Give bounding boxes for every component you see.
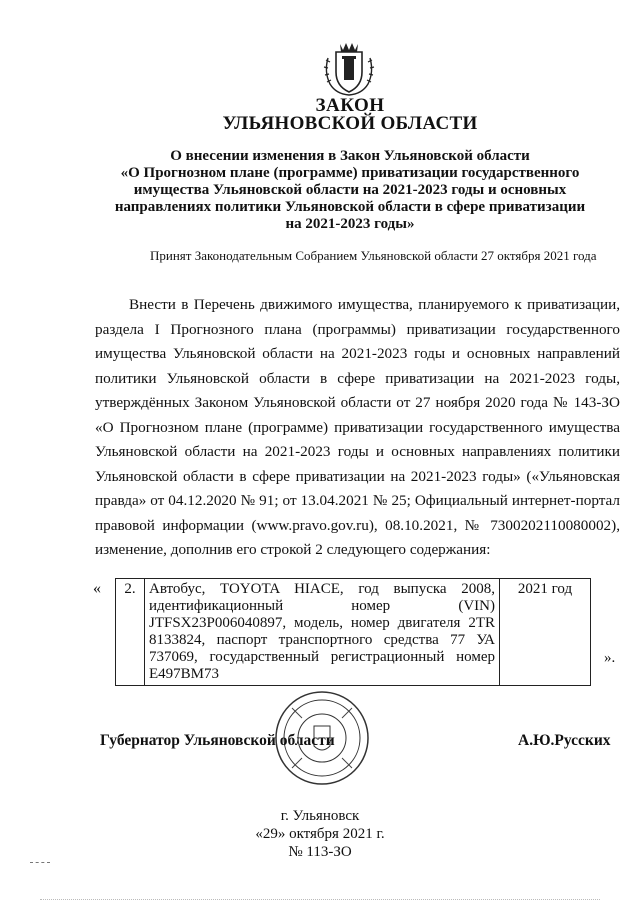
governor-title: Губернатор Ульяновской области [100, 732, 335, 749]
region-title: УЛЬЯНОВСКОЙ ОБЛАСТИ [222, 113, 478, 134]
law-number: № 113-ЗО [288, 844, 352, 860]
subject-line: на 2021-2023 годы» [285, 216, 415, 232]
city: г. Ульяновск [280, 808, 360, 824]
table-row [116, 579, 591, 686]
law-date: «29» октября 2021 г. [255, 826, 385, 842]
subject-line: направлениях политики Ульяновской области в сфере приватизации [114, 199, 586, 215]
subject-line: «О Прогнозном плане (программе) приватизации государственного [120, 165, 580, 181]
body-paragraph [95, 293, 620, 563]
row-number: 2. [116, 579, 145, 686]
adoption-note: Принят Законодательным Собранием Ульяновской области 27 октября 2021 года [150, 248, 597, 263]
open-quote: « [93, 580, 101, 597]
row-description: Автобус, TOYOTA HIACE, год выпуска 2008, идентификационный номер (VIN) JTFSX23P006040897, модель, номер двигателя 2TR 8133824, паспорт транспортного средства 77 УА 737069, государственный регистрационный номер Е497ВМ73 [145, 579, 500, 686]
body-paragraph-text: Внести в Перечень движимого имущества, планируемого к приватизации, раздела I Прогнозного плана (программы) приватизации государственного имущества Ульяновской области на 2021-2023 годы и основных направлений политики Ульяновской области в сфере приватизации на 2021-2023 годы, утверждённых Законом Ульяновской области от 27 ноября 2020 года № 143-ЗО «О Прогнозном плане (программе) приватизации государственного имущества Ульяновской области на 2021-2023 годы и основных направлениях политики Ульяновской области в сфере приватизации на 2021-2023 годы» («Ульяновская правда» от 04.12.2020 № 91; от 13.04.2021 № 25; Официальный интернет-портал правовой информации (www.pravo.gov.ru), 08.10.2021, № 7300202110080002), изменение, дополнив его строкой 2 следующего содержания: [95, 296, 620, 558]
document-type-title: ЗАКОН [315, 95, 385, 116]
subject-line: О внесении изменения в Закон Ульяновской области [170, 148, 530, 164]
ulyanovsk-coat-of-arms-icon [322, 38, 376, 96]
divider [30, 862, 50, 863]
subject-line: имущества Ульяновской области на 2021-2023 годы и основных [133, 182, 567, 198]
law-subject [60, 148, 640, 233]
close-quote: ». [604, 650, 616, 666]
governor-name: А.Ю.Русских [518, 732, 611, 749]
property-table [115, 578, 591, 686]
divider [40, 899, 600, 900]
row-year: 2021 год [500, 579, 591, 686]
